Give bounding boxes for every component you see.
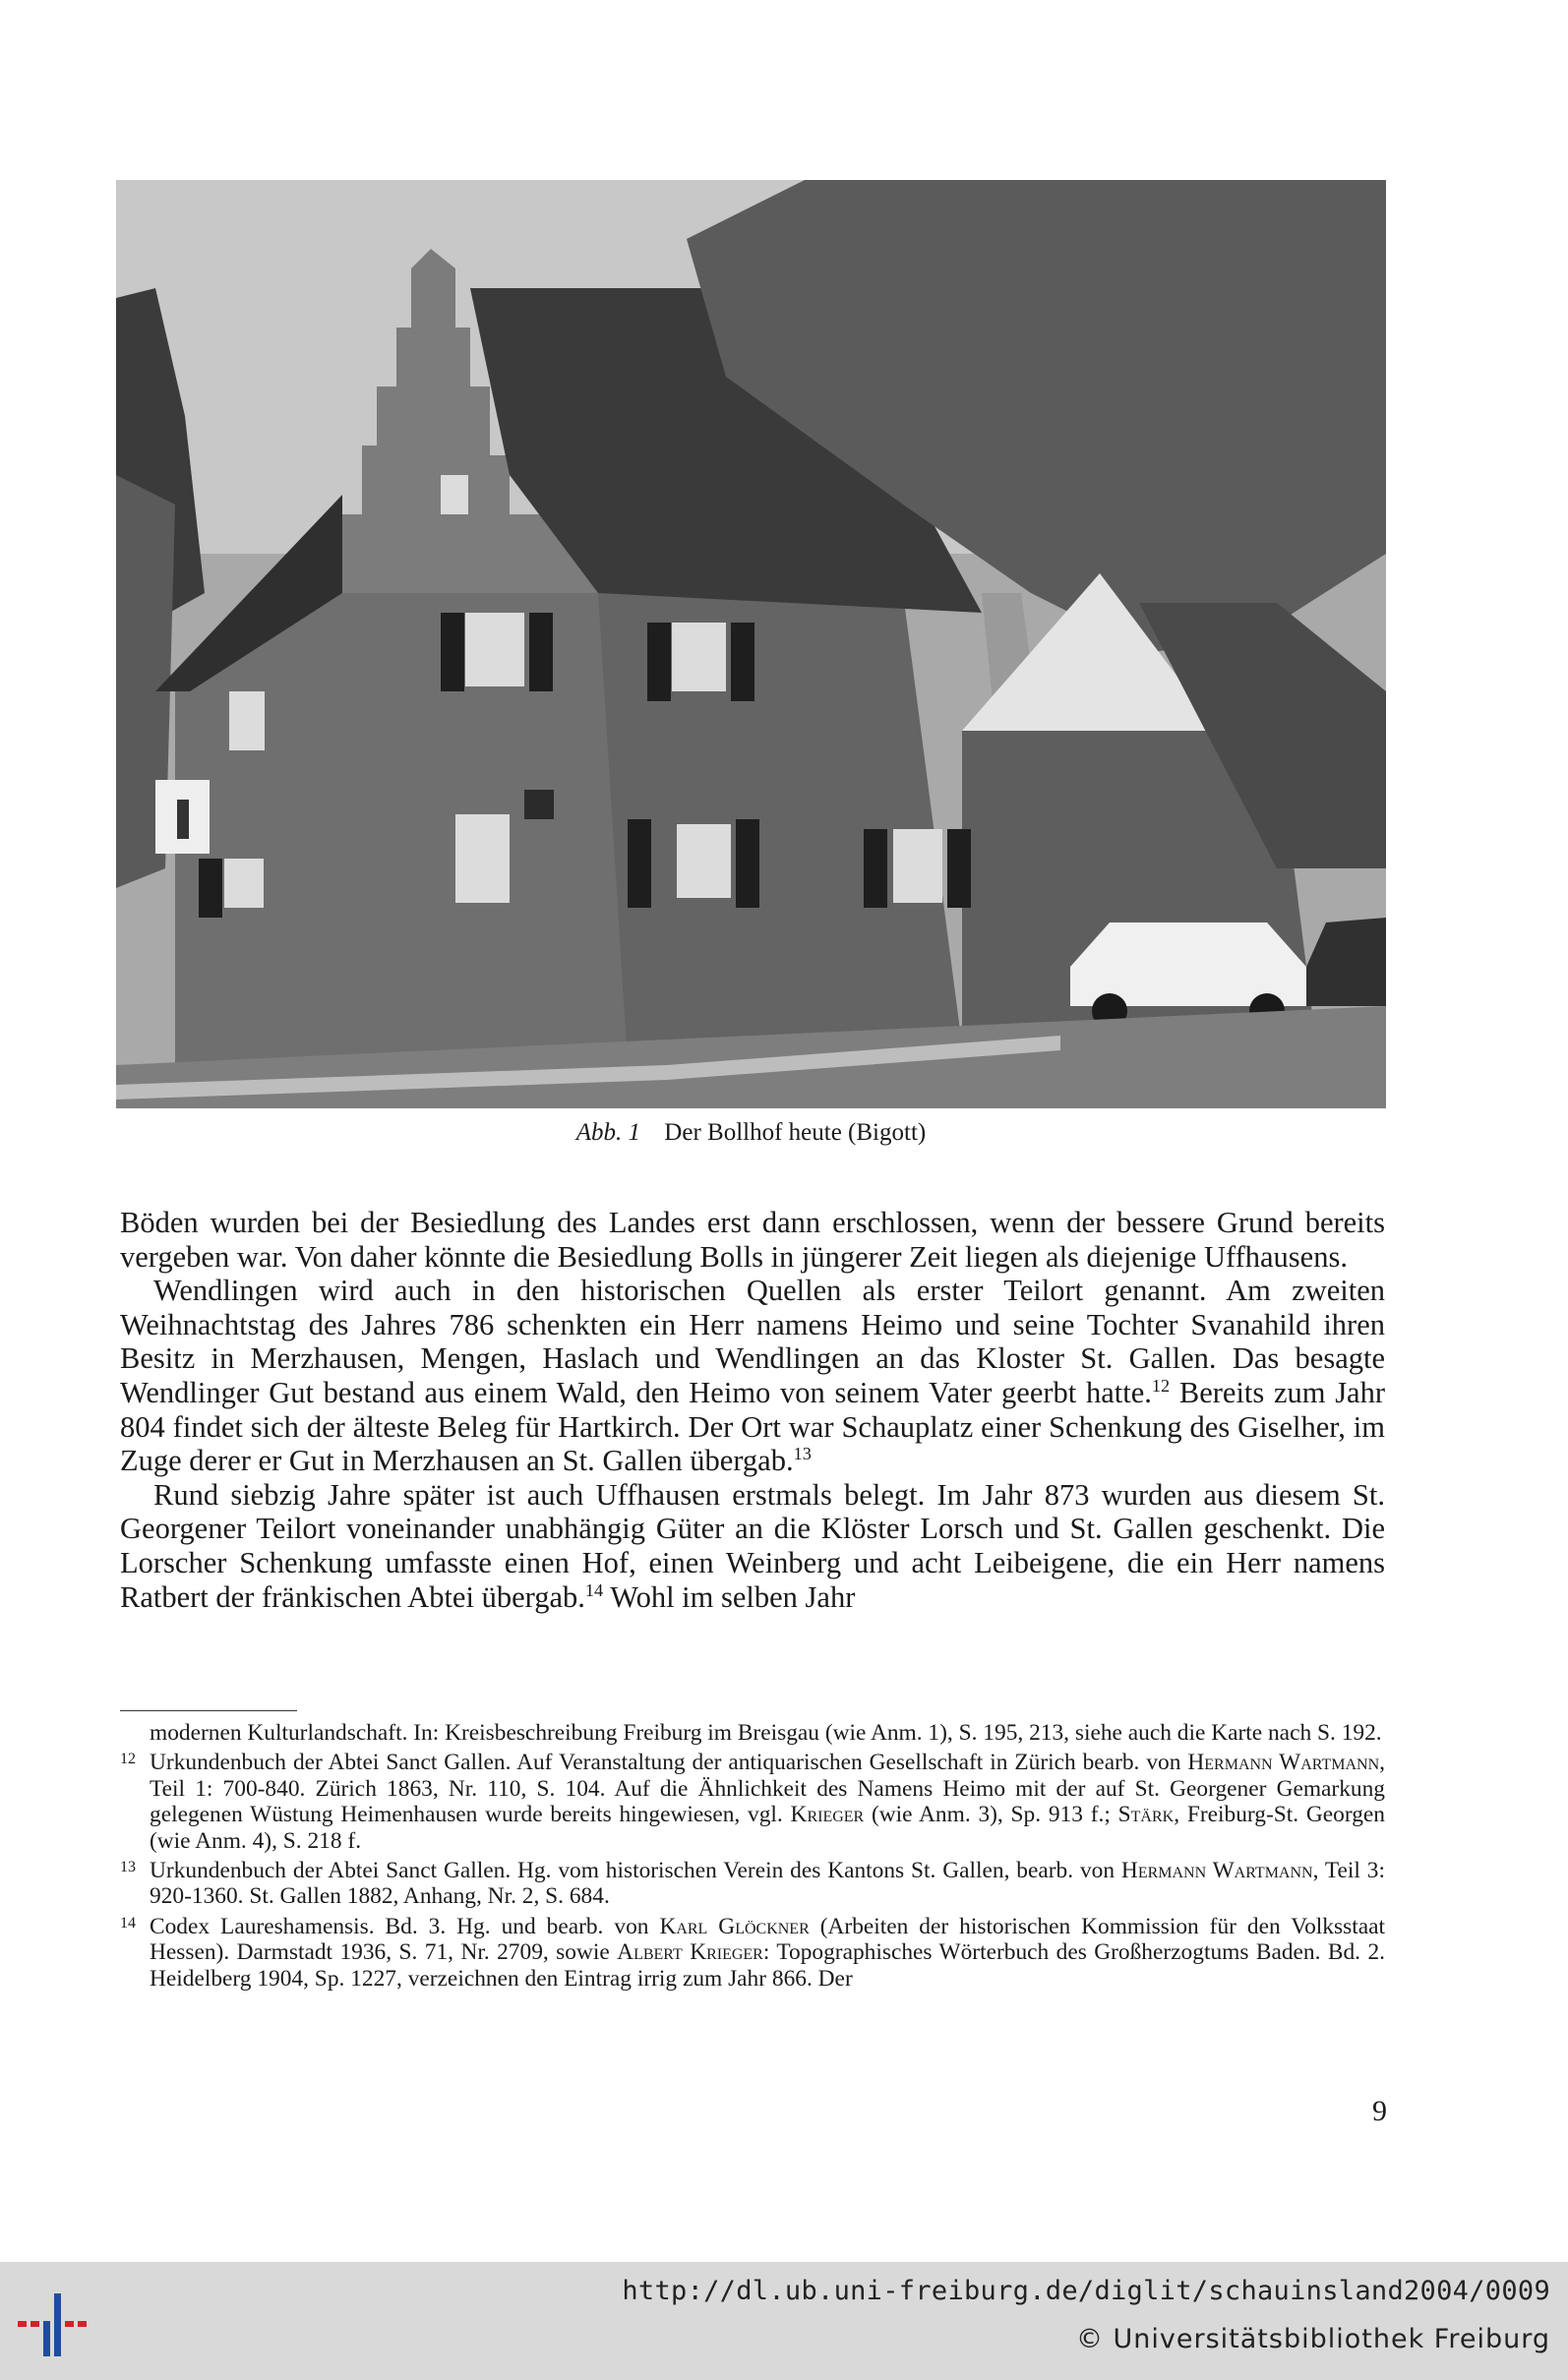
author-name: Hermann Wartmann [1120,1858,1313,1884]
footnote-continued: modernen Kulturlandschaft. In: Kreisbeschreibung Freiburg im Breisgau (wie Anm. 1), S. 195, 213, siehe auch die Karte nach S. 192. [150,1720,1382,1746]
footnote-ref[interactable]: 14 [584,1579,604,1600]
footer-bar [0,2262,1568,2380]
caption-text: Der Bollhof heute (Bigott) [664,1119,927,1146]
footnote-13: 13 Urkundenbuch der Abtei Sanct Gallen. Hg. vom historischen Verein des Kantons St. Gallen, bearb. von Hermann Wartmann, Teil 3: 920-1360. St. Gallen 1882, Anhang, Nr. 2, S. 684. [120,1858,1385,1910]
author-name: Karl Glöckner [659,1913,810,1939]
footnotes [120,1720,1385,1995]
permalink-url[interactable]: http://dl.ub.uni-freiburg.de/diglit/schauinsland2004/0009 [622,2276,1550,2306]
author-name: Stärk [1117,1802,1175,1828]
paragraph: Wendlingen wird auch in den historischen Quellen als erster Teilort genannt. Am zweiten Weihnachtstag des Jahres 786 schenkten ein Herr namens Heimo und seine Tochter Svanahild ihren Besitz in Merzhausen, Mengen, Haslach und Wendlingen an das Kloster St. Gallen. Das besagte Wendlinger Gut bestand aus einem Wald, den Heimo von seinem Vater geerbt hatte.$^{12}$ Bereits zum Jahr 804 findet sich der älteste Beleg für Hartkirch. Der Ort war Schauplatz einer Schenkung des Giselher, im Zuge derer er Gut in Merzhausen an St. Gallen übergab.$^{13}$ [120,1274,1386,1478]
caption-label: Abb. 1 [575,1119,641,1146]
footnote-number: 13 [120,1859,136,1876]
library-logo-icon[interactable] [18,2286,96,2364]
paragraph: Böden wurden bei der Besiedlung des Landes erst dann erschlossen, wenn der bessere Grund bereits vergeben war. Von daher könnte die Besiedlung Bolls in jüngerer Zeit liegen als diejenige Uffhausens. [120,1206,1385,1274]
footnote-ref[interactable]: 13 [793,1444,812,1463]
author-name: Albert Krieger [617,1939,763,1966]
footnote-number: 12 [120,1751,136,1768]
copyright-notice: © Universitätsbibliothek Freiburg [1075,2324,1550,2354]
building-photo [116,180,1386,1108]
footnote-separator [120,1710,297,1711]
paragraph: Rund siebzig Jahre später ist auch Uffhausen erstmals belegt. Im Jahr 873 wurden aus diesem St. Georgener Teilort voneinander unabhängig Güter an die Klöster Lorsch und St. Gallen geschenkt. Die Lorscher Schenkung umfasste einen Hof, einen Weinberg und acht Leibeigene, die ein Herr namens Ratbert der fränkischen Abtei übergab.$^{14}$ Wohl im selben Jahr [120,1477,1385,1614]
footnote-14: 14 Codex Laureshamensis. Bd. 3. Hg. und bearb. von Karl Glöckner (Arbeiten der historischen Kommission für den Volksstaat Hessen). Darmstadt 1936, S. 71, Nr. 2709, sowie Albert Krieger: Topographisches Wörterbuch des Großherzogtums Baden. Bd. 2. Heidelberg 1904, Sp. 1227, verzeichnen den Eintrag irrig zum Jahr 866. Der [120,1914,1385,1992]
body-text [120,1206,1385,1614]
figure-caption [116,1119,1386,1147]
author-name: Krieger [790,1802,865,1828]
author-name: Hermann Wartmann [1187,1750,1380,1776]
footnote-number: 14 [120,1914,136,1932]
footnote-12: 12 Urkundenbuch der Abtei Sanct Gallen. Auf Veranstaltung der antiquarischen Gesellschaft in Zürich bearb. von Hermann Wartmann, Teil 1: 700-840. Zürich 1863, Nr. 110, S. 104. Auf die Ähnlichkeit des Namens Heimo mit der auf St. Georgener Gemarkung gelegenen Wüstung Heimenhausen wurde bereits hingewiesen, vgl. Krieger (wie Anm. 3), Sp. 913 f.; Stärk, Freiburg-St. Georgen (wie Anm. 4), S. 218 f. [120,1750,1385,1854]
page-number: 9 [1372,2095,1387,2127]
footnote-ref[interactable]: 12 [1151,1375,1171,1396]
